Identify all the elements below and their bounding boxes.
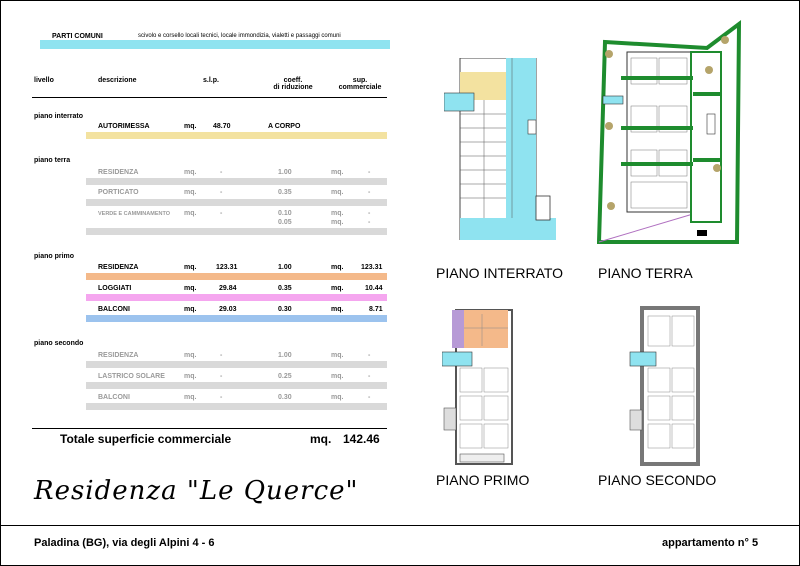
- band-porticato: [86, 199, 387, 206]
- verde-desc: VERDE E CAMMINAMENTO: [98, 211, 171, 217]
- porticato-desc: PORTICATO: [98, 189, 139, 196]
- balconi-p-desc: BALCONI: [98, 306, 130, 313]
- col-descrizione: descrizione: [98, 77, 137, 84]
- apartment-number: appartamento n° 5: [662, 537, 759, 549]
- label-secondo: PIANO SECONDO: [598, 472, 717, 488]
- autorimessa-coeff: A CORPO: [268, 123, 301, 130]
- verde-slp: -: [220, 210, 223, 217]
- residenza-s-coeff: 1.00: [278, 352, 292, 359]
- balconi-s-unit: mq.: [184, 394, 197, 401]
- address: Paladina (BG), via degli Alpini 4 - 6: [34, 537, 215, 549]
- section-secondo: piano secondo: [34, 340, 84, 347]
- band-residenza-p: [86, 273, 387, 280]
- balconi-p-slp: 29.03: [219, 306, 237, 313]
- parti-comuni-band: [40, 40, 390, 49]
- section-terra: piano terra: [34, 157, 71, 164]
- verde-coeff2: 0.05: [278, 219, 292, 226]
- balconi-s-sup: -: [368, 394, 371, 401]
- label-interrato: PIANO INTERRATO: [436, 265, 564, 281]
- porticato-unit: mq.: [184, 189, 197, 196]
- lastrico-unit: mq.: [184, 373, 197, 380]
- plan-interrato: [444, 58, 556, 240]
- residenza-s-unit2: mq.: [331, 352, 344, 359]
- verde-unit2: mq.: [331, 210, 344, 217]
- parti-comuni-label: PARTI COMUNI: [52, 33, 103, 40]
- residenza-t-coeff: 1.00: [278, 169, 292, 176]
- porticato-sup: -: [368, 189, 371, 196]
- label-terra: PIANO TERRA: [598, 265, 693, 281]
- balconi-s-slp: -: [220, 394, 223, 401]
- lastrico-coeff: 0.25: [278, 373, 292, 380]
- residenza-p-slp: 123.31: [216, 264, 238, 271]
- verde-coeff: 0.10: [278, 210, 292, 217]
- balconi-s-desc: BALCONI: [98, 394, 130, 401]
- residenza-t-sup: -: [368, 169, 371, 176]
- totale-unit: mq.: [310, 432, 332, 446]
- balconi-p-sup: 8.71: [369, 306, 383, 313]
- autorimessa-slp: 48.70: [213, 123, 231, 130]
- loggiati-coeff: 0.35: [278, 285, 292, 292]
- residenza-s-unit: mq.: [184, 352, 197, 359]
- lastrico-sup: -: [368, 373, 371, 380]
- loggiati-desc: LOGGIATI: [98, 285, 132, 292]
- residenza-p-sup: 123.31: [361, 264, 383, 271]
- col-livello: livello: [34, 77, 54, 84]
- band-residenza-t: [86, 178, 387, 185]
- totale-label: Totale superficie commerciale: [60, 432, 232, 446]
- band-lastrico: [86, 382, 387, 389]
- plan-terra: [597, 18, 745, 246]
- autorimessa-desc: AUTORIMESSA: [98, 123, 150, 130]
- balconi-s-unit2: mq.: [331, 394, 344, 401]
- section-primo: piano primo: [34, 253, 75, 260]
- totale-value: 142.46: [343, 432, 380, 446]
- autorimessa-unit: mq.: [184, 123, 197, 130]
- footer-rule: [0, 525, 800, 526]
- header-rule: [32, 97, 387, 98]
- porticato-unit2: mq.: [331, 189, 344, 196]
- residenza-t-unit: mq.: [184, 169, 197, 176]
- loggiati-slp: 29.84: [219, 285, 237, 292]
- verde-unit3: mq.: [331, 219, 344, 226]
- band-balconi-s: [86, 403, 387, 410]
- balconi-s-coeff: 0.30: [278, 394, 292, 401]
- porticato-slp: -: [220, 189, 223, 196]
- lastrico-unit2: mq.: [331, 373, 344, 380]
- band-verde: [86, 228, 387, 235]
- col-slp: s.l.p.: [203, 77, 219, 84]
- band-autorimessa: [86, 132, 387, 139]
- band-loggiati: [86, 294, 387, 301]
- residenza-p-coeff: 1.00: [278, 264, 292, 271]
- loggiati-sup: 10.44: [365, 285, 383, 292]
- band-balconi-p: [86, 315, 387, 322]
- verde-sup: -: [368, 210, 371, 217]
- residenza-p-desc: RESIDENZA: [98, 264, 139, 271]
- totale-rule: [32, 428, 387, 429]
- parti-comuni-desc: scivolo e corsello locali tecnici, locale immondizia, vialetti e passaggi comuni: [138, 33, 341, 39]
- balconi-p-coeff: 0.30: [278, 306, 292, 313]
- loggiati-unit: mq.: [184, 285, 197, 292]
- plan-primo: [442, 308, 518, 466]
- residenza-p-unit2: mq.: [331, 264, 344, 271]
- porticato-coeff: 0.35: [278, 189, 292, 196]
- plan-secondo: [628, 306, 704, 466]
- band-residenza-s: [86, 361, 387, 368]
- verde-sup2: -: [368, 219, 371, 226]
- loggiati-unit2: mq.: [331, 285, 344, 292]
- residenza-t-slp: -: [220, 169, 223, 176]
- lastrico-slp: -: [220, 373, 223, 380]
- residenza-t-unit2: mq.: [331, 169, 344, 176]
- residenza-s-desc: RESIDENZA: [98, 352, 139, 359]
- balconi-p-unit2: mq.: [331, 306, 344, 313]
- residenza-t-desc: RESIDENZA: [98, 169, 139, 176]
- lastrico-desc: LASTRICO SOLARE: [98, 373, 165, 380]
- section-interrato: piano interrato: [34, 113, 84, 120]
- balconi-p-unit: mq.: [184, 306, 197, 313]
- col-coeff: coeff. di riduzione: [273, 77, 313, 91]
- residence-title: Residenza "Le Querce": [34, 476, 359, 506]
- col-sup: sup. commerciale: [338, 77, 382, 91]
- residenza-p-unit: mq.: [184, 264, 197, 271]
- residenza-s-slp: -: [220, 352, 223, 359]
- residenza-s-sup: -: [368, 352, 371, 359]
- verde-unit: mq.: [184, 210, 197, 217]
- label-primo: PIANO PRIMO: [436, 472, 530, 488]
